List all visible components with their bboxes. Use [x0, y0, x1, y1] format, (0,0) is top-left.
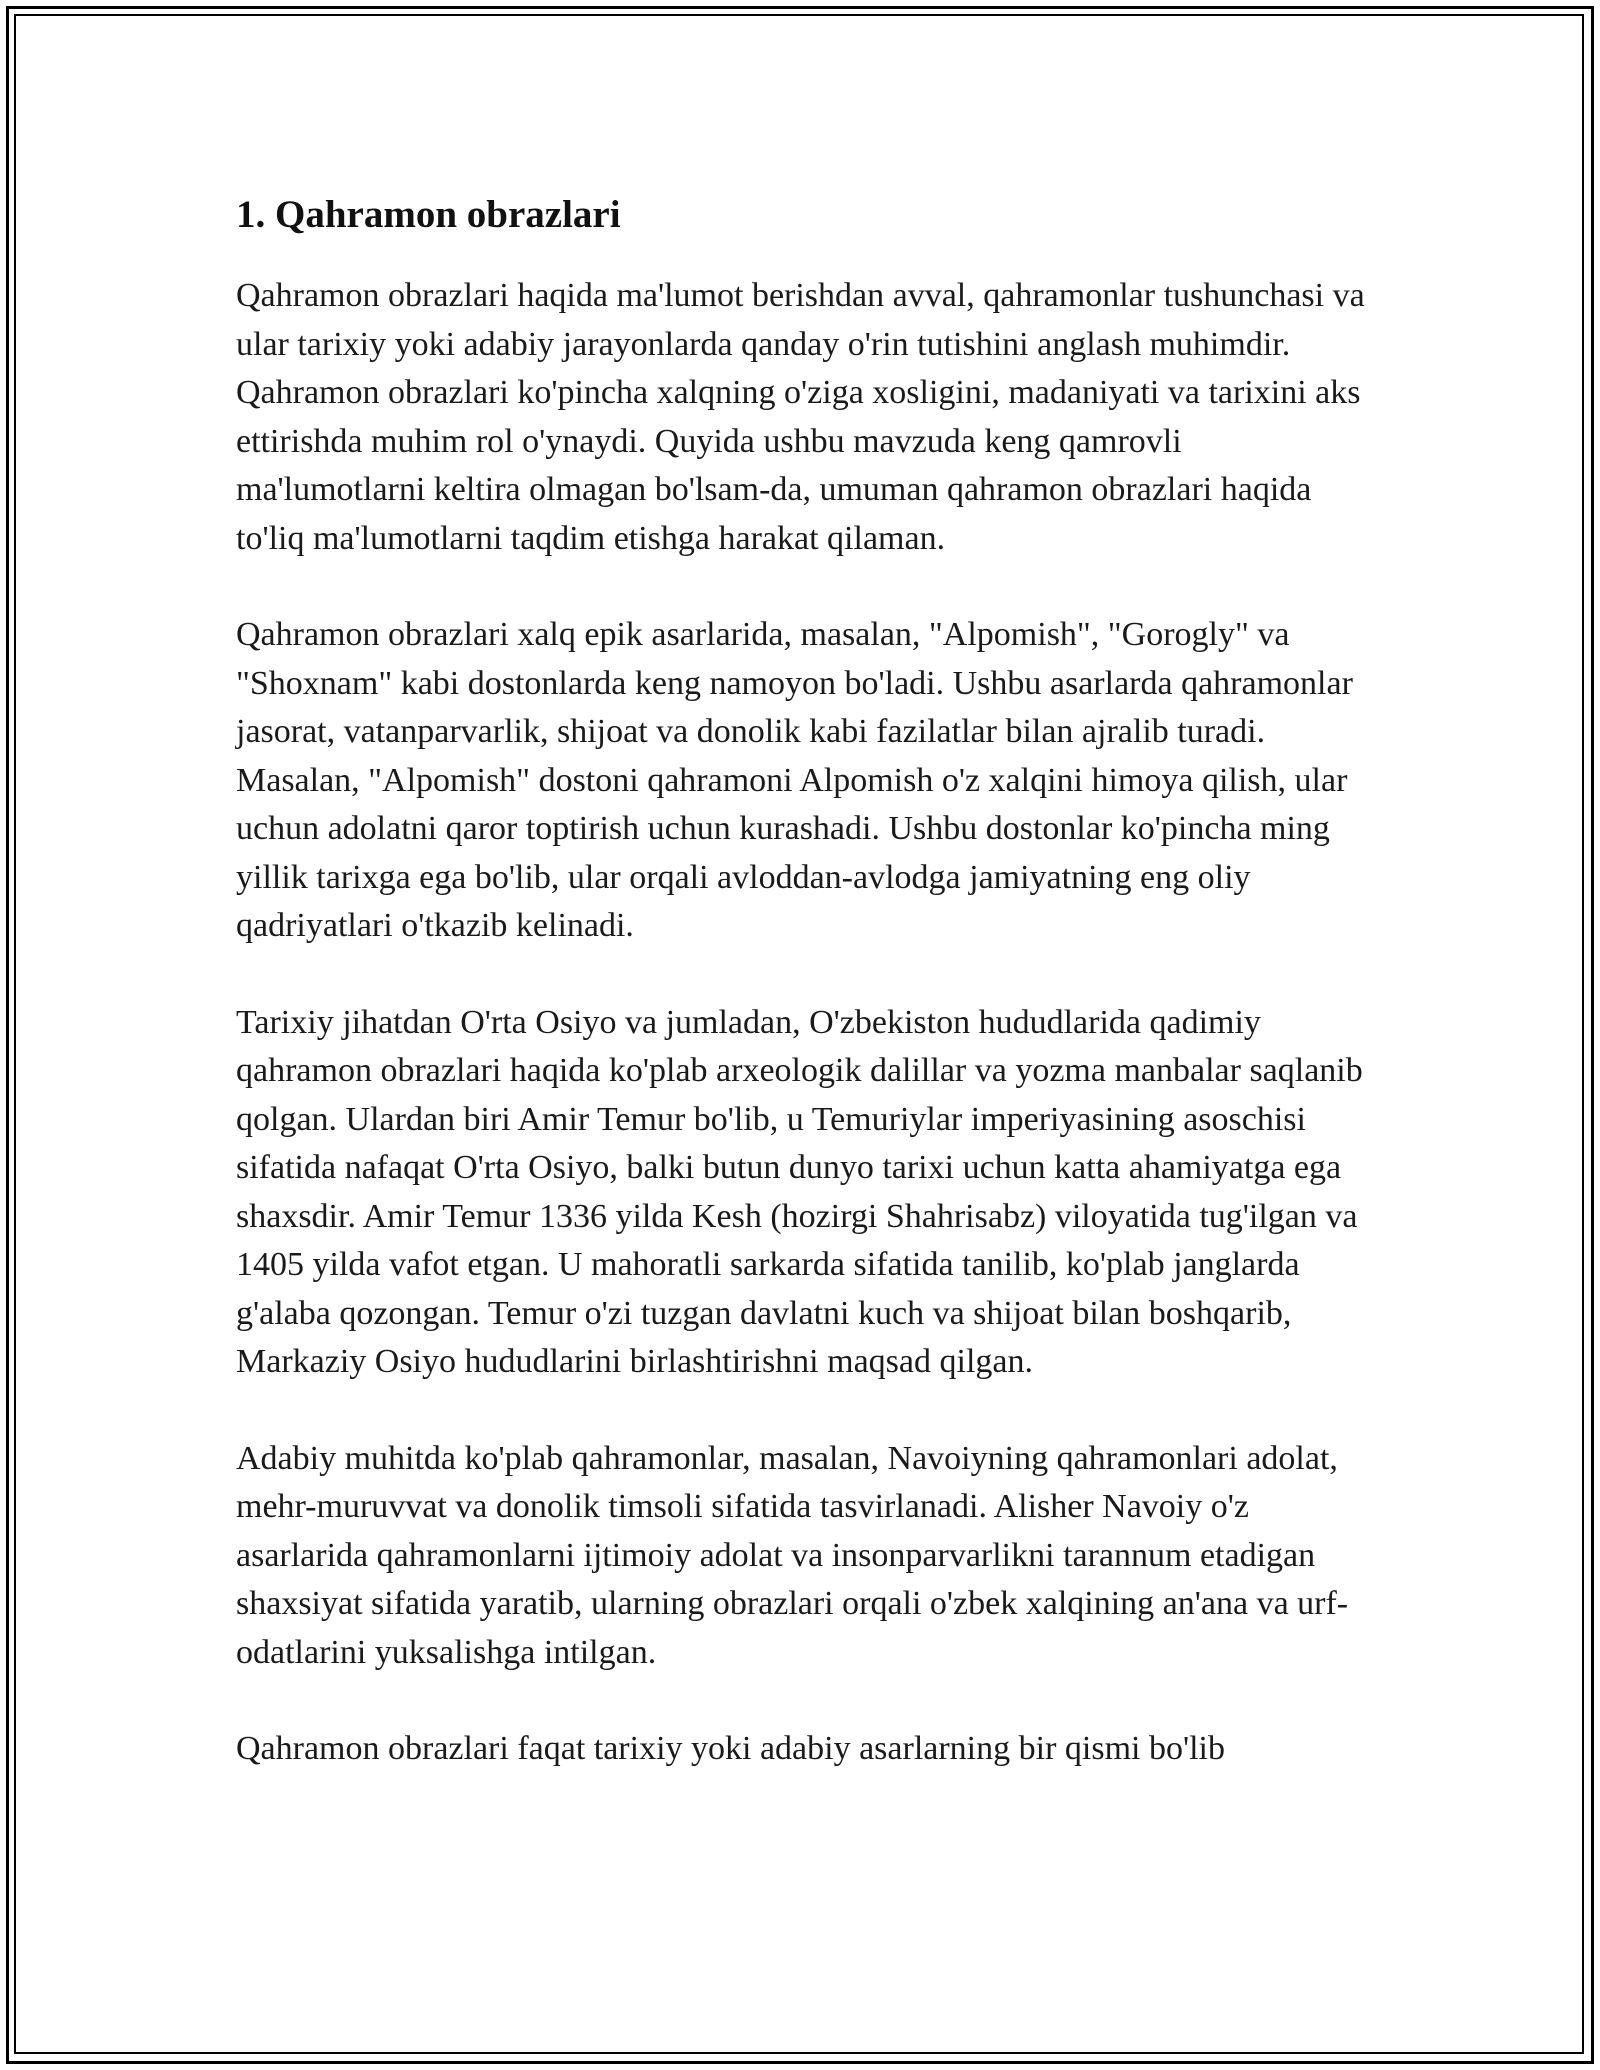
paragraph-epic-works: Qahramon obrazlari xalq epik asarlarida, masalan, "Alpomish", "Gorogly" va "Shoxnam" kabi dostonlarda keng namoyon bo'ladi. Ushbu asarlarda qahramonlar jasorat, vatanparvarlik, shijoat va donolik kabi fazilatlar bilan ajralib turadi. Masalan, "Alpomish" dostoni qahramoni Alpomish o'z xalqini himoya qilish, ular uchun adolatni qaror toptirish uchun kurashadi. Ushbu dostonlar ko'pincha ming yillik tarixga ega bo'lib, ular orqali avloddan-avlodga jamiyatning eng oliy qadriyatlari o'tkazib kelinadi.	[236, 616, 1353, 944]
document-body	[236, 186, 1366, 1822]
paragraph-closing: Qahramon obrazlari faqat tarixiy yoki adabiy asarlarning bir qismi bo'lib	[236, 1730, 1225, 1767]
paragraph-historical: Tarixiy jihatdan O'rta Osiyo va jumladan, O'zbekiston hududlarida qadimiy qahramon obrazlari haqida ko'plab arxeologik dalillar va yozma manbalar saqlanib qolgan. Ulardan biri Amir Temur bo'lib, u Temuriylar imperiyasining asoschisi sifatida nafaqat O'rta Osiyo, balki butun dunyo tarixi uchun katta ahamiyatga ega shaxsdir. Amir Temur 1336 yilda Kesh (hozirgi Shahrisabz) viloyatida tug'ilgan va 1405 yilda vafot etgan. U mahoratli sarkarda sifatida tanilib, ko'plab janglarda g'alaba qozongan. Temur o'zi tuzgan davlatni kuch va shijoat bilan boshqarib, Markaziy Osiyo hududlarini birlashtirishni maqsad qilgan.	[236, 1003, 1363, 1380]
paragraph-literary: Adabiy muhitda ko'plab qahramonlar, masalan, Navoiyning qahramonlari adolat, mehr-muruvvat va donolik timsoli sifatida tasvirlanadi. Alisher Navoiy o'z asarlarida qahramonlarni ijtimoiy adolat va insonparvarlikni tarannum etadigan shaxsiyat sifatida yaratib, ularning obrazlari orqali o'zbek xalqining an'ana va urf-odatlarini yuksalishga intilgan.	[236, 1439, 1349, 1671]
section-heading: 1. Qahramon obrazlari	[236, 193, 621, 236]
paragraph-intro: Qahramon obrazlari haqida ma'lumot berishdan avval, qahramonlar tushunchasi va ular tarixiy yoki adabiy jarayonlarda qanday o'rin tutishini anglash muhimdir. Qahramon obrazlari ko'pincha xalqning o'ziga xosligini, madaniyati va tarixini aks ettirishda muhim rol o'ynaydi. Quyida ushbu mavzuda keng qamrovli ma'lumotlarni keltira olmagan bo'lsam-da, umuman qahramon obrazlari haqida to'liq ma'lumotlarni taqdim etishga harakat qilaman.	[236, 277, 1365, 557]
